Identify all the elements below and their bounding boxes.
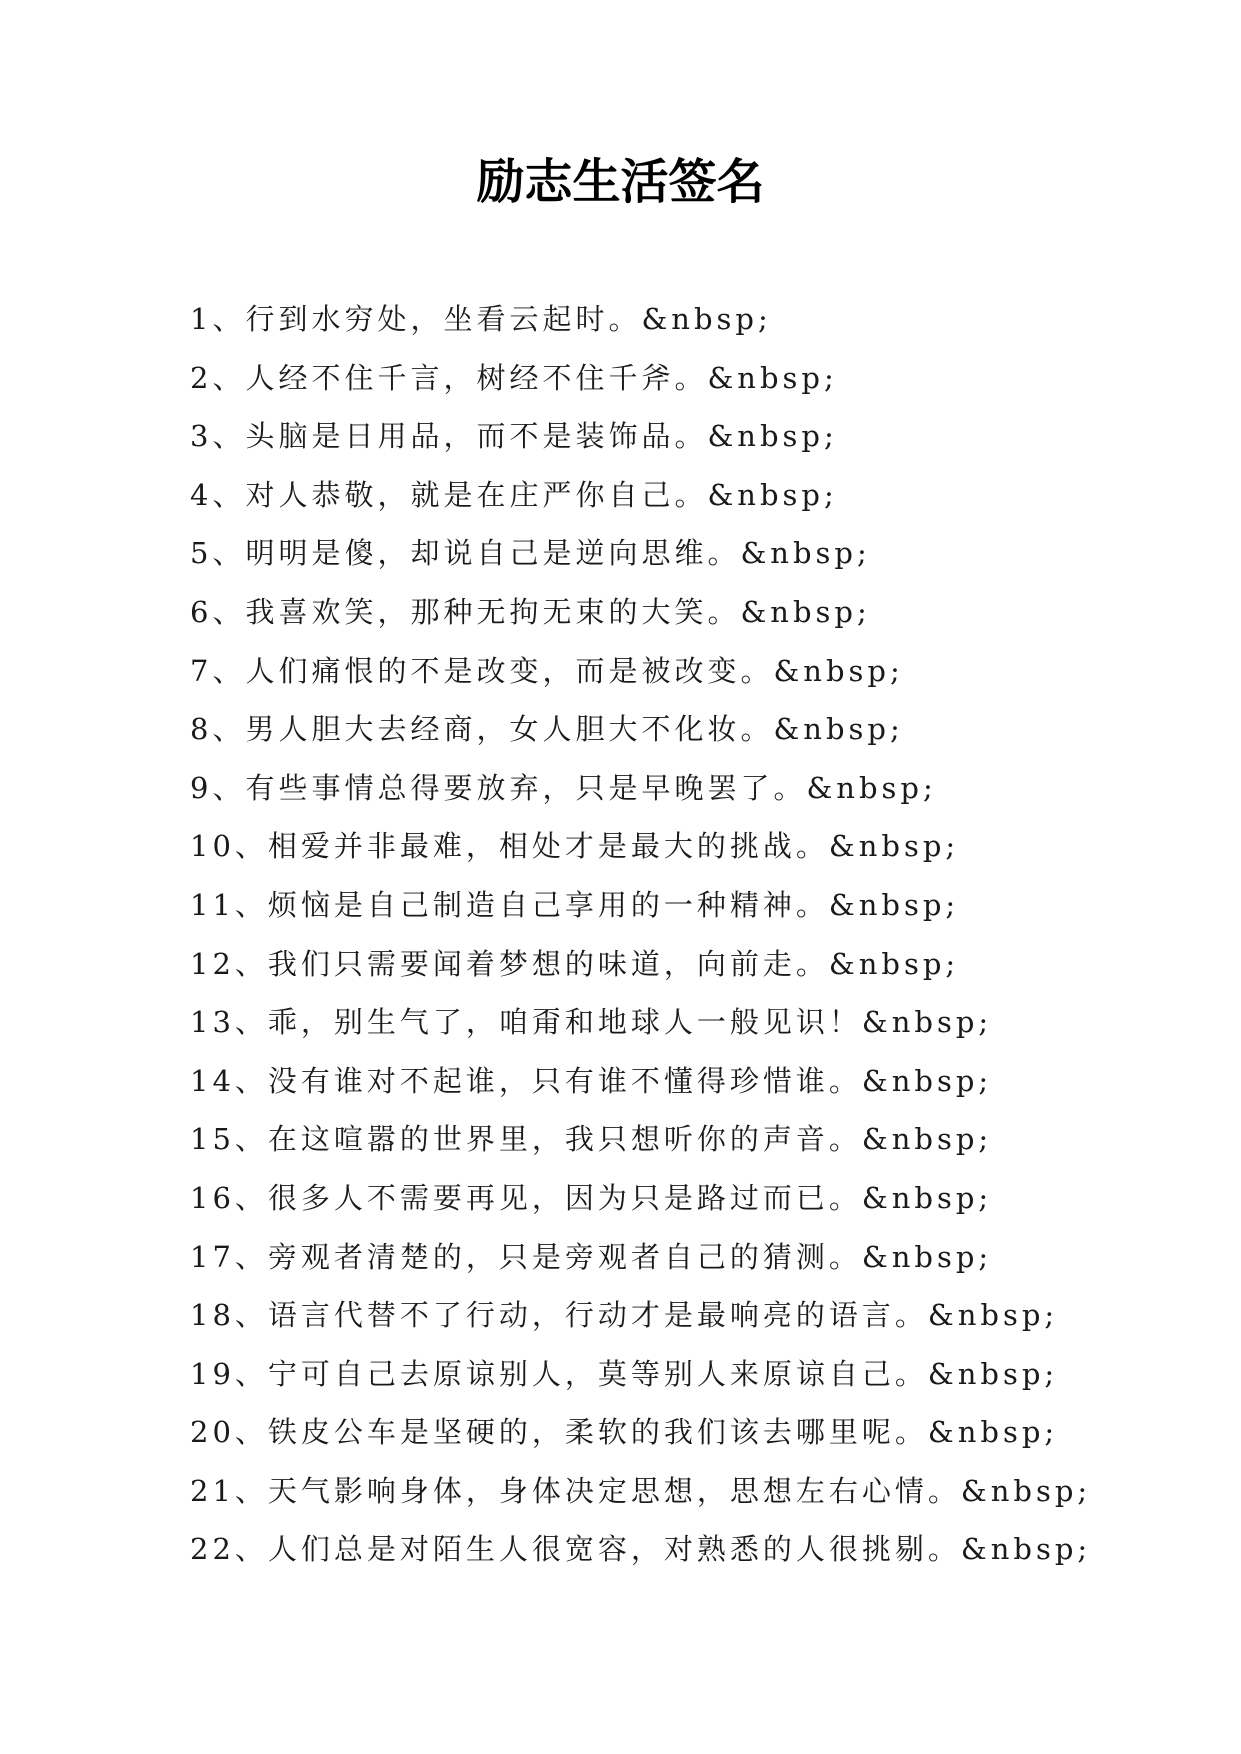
page-title: 励志生活签名 [476, 154, 765, 210]
list-item: 11、烦恼是自己制造自己享用的一种精神。&nbsp; [190, 887, 960, 922]
list-item: 7、人们痛恨的不是改变，而是被改变。&nbsp; [190, 653, 904, 688]
list-item: 9、有些事情总得要放弃，只是早晚罢了。&nbsp; [190, 770, 937, 805]
list-item: 19、宁可自己去原谅别人，莫等别人来原谅自己。&nbsp; [190, 1356, 1059, 1391]
list-item: 4、对人恭敬，就是在庄严你自己。&nbsp; [190, 477, 838, 512]
list-item: 20、铁皮公车是坚硬的，柔软的我们该去哪里呢。&nbsp; [190, 1415, 1059, 1450]
list-item: 1、行到水穷处，坐看云起时。&nbsp; [190, 302, 772, 336]
list-item: 12、我们只需要闻着梦想的味道，向前走。&nbsp; [190, 946, 960, 981]
list-item: 15、在这喧嚣的世界里，我只想听你的声音。&nbsp; [190, 1122, 993, 1157]
list-item: 8、男人胆大去经商，女人胆大不化妆。&nbsp; [190, 712, 904, 747]
list-item: 18、语言代替不了行动，行动才是最响亮的语言。&nbsp; [190, 1298, 1059, 1333]
list-item: 3、头脑是日用品，而不是装饰品。&nbsp; [190, 419, 838, 454]
list-item: 14、没有谁对不起谁，只有谁不懂得珍惜谁。&nbsp; [190, 1063, 993, 1098]
list-item: 22、人们总是对陌生人很宽容，对熟悉的人很挑剔。&nbsp; [190, 1532, 1092, 1567]
list-item: 5、明明是傻，却说自己是逆向思维。&nbsp; [190, 536, 871, 571]
list-item: 6、我喜欢笑，那种无拘无束的大笑。&nbsp; [190, 594, 871, 629]
list-item: 21、天气影响身体，身体决定思想，思想左右心情。&nbsp; [190, 1473, 1092, 1508]
list-item: 17、旁观者清楚的，只是旁观者自己的猜测。&nbsp; [190, 1239, 993, 1274]
list-item: 10、相爱并非最难，相处才是最大的挑战。&nbsp; [190, 829, 960, 864]
list-item: 13、乖，别生气了，咱甭和地球人一般见识！&nbsp; [190, 1005, 993, 1040]
list-item: 16、很多人不需要再见，因为只是路过而已。&nbsp; [190, 1180, 993, 1215]
list-item: 2、人经不住千言，树经不住千斧。&nbsp; [190, 360, 838, 395]
signature-list [190, 290, 1091, 1579]
